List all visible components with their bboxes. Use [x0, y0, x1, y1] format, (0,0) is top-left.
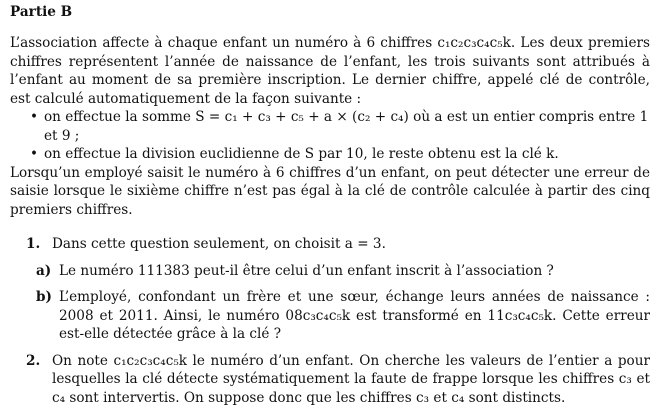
question-1 — [10, 235, 650, 254]
question-1a-text: Le numéro 111383 peut-il être celui d’un enfant inscrit à l’association ? — [59, 262, 554, 279]
question-1-text: Dans cette question seulement, on choisit a = 3. — [52, 236, 386, 252]
detection-paragraph: Lorsqu’un employé saisit le numéro à 6 chiffres d’un enfant, on peut détecter une erreur de saisie lorsque le sixième chiffre n’est pas égal à la clé de contrôle calculée à partir des cinq premiers chiffres. — [10, 164, 650, 218]
question-1b-label: b) — [36, 289, 52, 305]
question-2-number: 2. — [26, 352, 41, 369]
question-2 — [10, 352, 650, 408]
question-1-number: 1. — [26, 236, 41, 252]
question-1b-text: L’employé, confondant un frère et une sœur, échange leurs années de naissance : 2008 et 2011. Ainsi, le numéro 08c₃c₄c₅k est transformé en 11c₃c₄c₅k. Cette erreur est-elle détectée grâce à la clé ? — [59, 289, 650, 342]
question-1b — [10, 288, 650, 344]
question-2-text: On note c₁c₂c₃c₄c₅k le numéro d’un enfant. On cherche les valeurs de l’entier a pour lesquelles la clé détecte systématiquement la faute de frappe lorsque les chiffres c₃ et c₄ sont intervertis. On suppose donc que les chiffres c₃ et c₄ sont distincts. — [52, 352, 650, 406]
bullet-list — [10, 108, 650, 164]
section-title: Partie B — [10, 4, 73, 20]
question-1a — [10, 262, 650, 281]
question-1a-label: a) — [36, 262, 52, 279]
bullet-item-division: • on effectue la division euclidienne de S par 10, le reste obtenu est la clé k. — [10, 145, 650, 164]
intro-paragraph: L’association affecte à chaque enfant un numéro à 6 chiffres c₁c₂c₃c₄c₅k. Les deux premiers chiffres représentent l’année de naissance de l’enfant, les trois suivants sont attribués à l’enfant au moment de sa première inscription. Le dernier chiffre, appelé clé de contrôle, est calculé automatiquement de la façon suivante : — [10, 35, 650, 107]
bullet-item-sum: • on effectue la somme S = c₁ + c₃ + c₅ + a × (c₂ + c₄) où a est un entier compris entre 1 et 9 ; — [10, 108, 650, 145]
